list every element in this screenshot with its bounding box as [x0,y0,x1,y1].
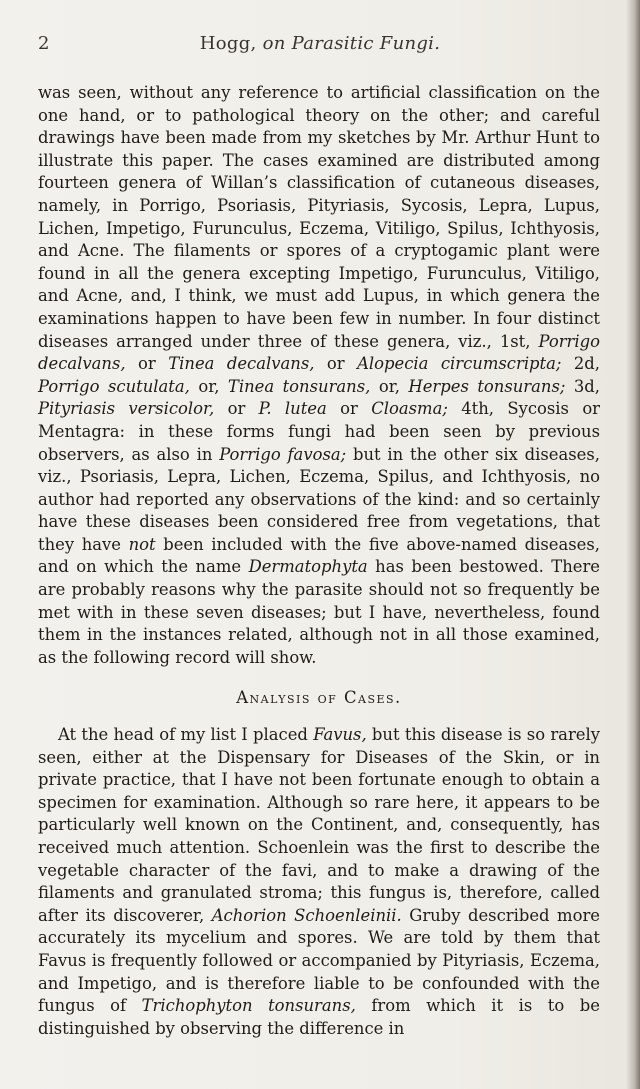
text-run: or, [370,376,409,396]
disease-name: Porrigo decalvans, [38,331,600,374]
section-heading: Analysis of Cases. [236,688,402,708]
disease-name: P. lutea [258,399,327,419]
disease-name: Tinea decalvans, [168,354,315,374]
paragraph-favus [38,724,600,1040]
text-run: was seen, without any reference to artificial classification on the one hand, or to pathological theory on the other; and careful drawings have been made from my sketches by Mr. Arthur Hunt to illustrate this paper. The cases examined are distributed among fourteen genera of Willan’s classification of cutaneous diseases, namely, in Porrigo, Psoriasis, Pityriasis, Sycosis, Lepra, Lupus, Lichen, Impetigo, Furunculus, Eczema, Vitiligo, Spilus, Ichthyosis, and Acne. The filaments or spores of a cryptogamic plant were found in all the genera excepting Impetigo, Furunculus, Vitiligo, and Acne, and, I think, we must add Lupus, in which genera the examinations happen to have been few in number. In four distinct diseases arranged under three of these genera, viz., 1st, [38,83,600,351]
text-run: but this disease is so rarely seen, either at the Dispensary for Diseases of the Skin, or in private practice, that I have not been fortunate enough to obtain a specimen for examination. Although so rare here, it appears to be particularly well known on the Continent, and, consequently, has received much attention. Schoenlein was the first to describe the vegetable character of the favi, and to make a drawing of the filaments and granulated stroma; this fungus is, therefore, called after its discoverer, [38,725,600,925]
disease-name: Tinea tonsurans, [227,376,371,396]
text-run: or [326,399,372,419]
paragraph-classification [38,82,600,669]
text-run: been included with the five above-named diseases, and on which the name [38,534,600,577]
text-run: 4th, Sycosis or Mentagra: in these forms fungi had been seen by previous observers, as also in [38,399,601,464]
running-head-title: on Parasitic Fungi. [262,33,441,54]
text-run: but in the other six diseases, viz., Psoriasis, Lepra, Lichen, Eczema, Spilus, and Ichthyosis, no author had reported any observations of the kind: and so certainly have these diseases been considered free from vegetations, that they have [38,444,601,554]
disease-name: Porrigo favosa; [219,444,347,464]
page-number: 2 [38,33,50,54]
running-head [38,30,602,58]
text-run: Gruby described more accurately its mycelium and spores. We are told by them that Favus is frequently followed or accompanied by Pityriasis, Eczema, and Impetigo, and is therefore liable to be confounded with the fungus of [38,905,600,1016]
species-name: Trichophyton tonsurans, [141,996,356,1016]
text-run: has been bestowed. There are probably reasons why the parasite should not so frequently be met with in these seven diseases; but I have, nevertheless, found them in the instances related, although not in all those examined, as the following record will show. [38,557,600,667]
text-run: 3d, [565,376,601,396]
text-run: At the head of my list I placed [58,725,314,745]
disease-name: Favus, [313,725,367,745]
disease-name: Cloasma; [371,399,448,419]
text-run: or [125,354,169,374]
running-head-author: Hogg, [199,33,257,54]
disease-name: Porrigo scutulata, [38,376,190,396]
text-run: from which it is to be distinguished by observing the difference in [38,996,600,1038]
disease-name: Pityriasis versicolor, [38,399,215,419]
body-text [38,82,600,1040]
page-edge-shadow [626,0,640,1089]
text-run: or [314,354,358,374]
species-name: Achorion Schoenleinii. [211,905,402,925]
text-run: or, [189,376,228,396]
disease-name: Alopecia circumscripta; [357,354,562,374]
term-dermatophyta: Dermatophyta [248,557,368,577]
disease-name: Herpes tonsurans; [408,376,566,396]
page-header [38,30,602,58]
text-run: 2d, [561,354,601,374]
text-run: or [214,399,259,419]
emphasis: not [128,534,156,554]
